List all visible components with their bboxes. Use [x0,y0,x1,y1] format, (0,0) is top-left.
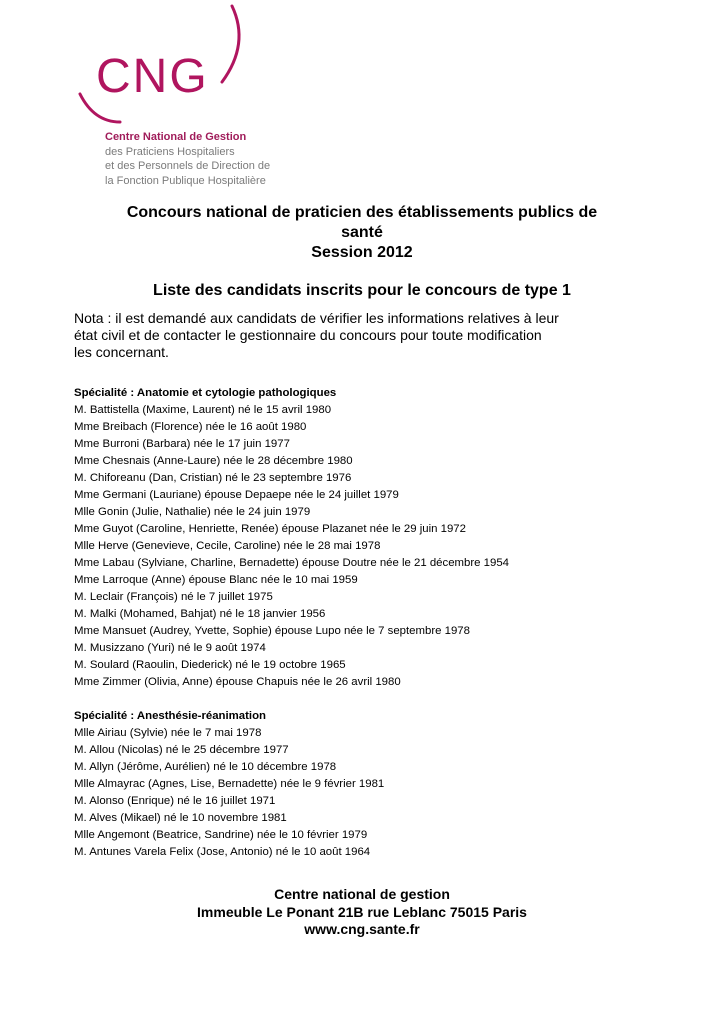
logo-text: CNG [96,50,209,103]
list-item: Mlle Almayrac (Agnes, Lise, Bernadette) née le 9 février 1981 [74,778,385,790]
list-item: M. Alves (Mikael) né le 10 novembre 1981 [74,812,287,824]
document-title [60,203,664,263]
list-item: M. Allou (Nicolas) né le 25 décembre 1977 [74,744,289,756]
list-item: Mme Zimmer (Olivia, Anne) épouse Chapuis née le 26 avril 1980 [74,676,401,688]
list-item: Mlle Herve (Genevieve, Cecile, Caroline) née le 28 mai 1978 [74,540,381,552]
note-line: état civil et de contacter le gestionnaire du concours pour toute modification [74,327,542,343]
footer-address-line: Immeuble Le Ponant 21B rue Leblanc 75015 Paris [197,903,527,920]
list-item: Mme Breibach (Florence) née le 16 août 1980 [74,421,307,433]
list-item: M. Alonso (Enrique) né le 16 juillet 1971 [74,795,276,807]
list-item: Mlle Airiau (Sylvie) née le 7 mai 1978 [74,727,262,739]
logo-arc-top [222,6,239,82]
list-item: Mme Labau (Sylviane, Charline, Bernadette) épouse Doutre née le 21 décembre 1954 [74,557,510,569]
list-item: M. Antunes Varela Felix (Jose, Antonio) né le 10 août 1964 [74,846,371,858]
section-heading: Spécialité : Anesthésie-réanimation [74,710,267,722]
list-item: M. Soulard (Raoulin, Diederick) né le 19 octobre 1965 [74,659,346,671]
list-item: Mme Larroque (Anne) épouse Blanc née le 10 mai 1959 [74,574,358,586]
title-line: Concours national de praticien des établissements publics de [126,204,598,221]
list-item: M. Musizzano (Yuri) né le 9 août 1974 [74,642,266,654]
org-line: la Fonction Publique Hospitalière [105,174,266,187]
list-item: M. Battistella (Maxime, Laurent) né le 15 avril 1980 [74,404,332,416]
org-line: des Praticiens Hospitaliers [105,145,235,158]
list-item: Mme Germani (Lauriane) épouse Depaepe née le 24 juillet 1979 [74,489,399,501]
organization-name [105,130,270,188]
list-item: Mme Guyot (Caroline, Henriette, Renée) épouse Plazanet née le 29 juin 1972 [74,523,466,535]
footer-address [60,886,664,939]
document-subtitle: Liste des candidats inscrits pour le concours de type 1 [153,282,571,299]
cng-logo [72,4,252,128]
title-session: Session 2012 [311,244,413,261]
list-item: Mlle Gonin (Julie, Nathalie) née le 24 juin 1979 [74,506,311,518]
note-line: Nota : il est demandé aux candidats de vérifier les informations relatives à leur [74,310,559,326]
footer-org: Centre national de gestion [274,886,450,902]
list-item: M. Allyn (Jérôme, Aurélien) né le 10 décembre 1978 [74,761,337,773]
list-item: M. Malki (Mohamed, Bahjat) né le 18 janvier 1956 [74,608,326,620]
list-item: M. Leclair (François) né le 7 juillet 1975 [74,591,273,603]
note-paragraph [74,310,594,361]
list-item: Mme Chesnais (Anne-Laure) née le 28 décembre 1980 [74,455,353,467]
list-item: Mlle Angemont (Beatrice, Sandrine) née le 10 février 1979 [74,829,368,841]
list-item: Mme Burroni (Barbara) née le 17 juin 1977 [74,438,290,450]
note-line: les concernant. [74,344,169,360]
section-anesthesie [74,708,384,861]
list-item: Mme Mansuet (Audrey, Yvette, Sophie) épouse Lupo née le 7 septembre 1978 [74,625,470,637]
section-heading: Spécialité : Anatomie et cytologie pathologiques [74,387,337,399]
section-anatomie [74,385,509,691]
org-line: et des Personnels de Direction de [105,160,271,172]
list-item: M. Chiforeanu (Dan, Cristian) né le 23 septembre 1976 [74,472,352,484]
org-line: Centre National de Gestion [105,131,247,143]
footer-website-link[interactable]: www.cng.sante.fr [304,921,420,937]
title-line: santé [341,224,383,241]
